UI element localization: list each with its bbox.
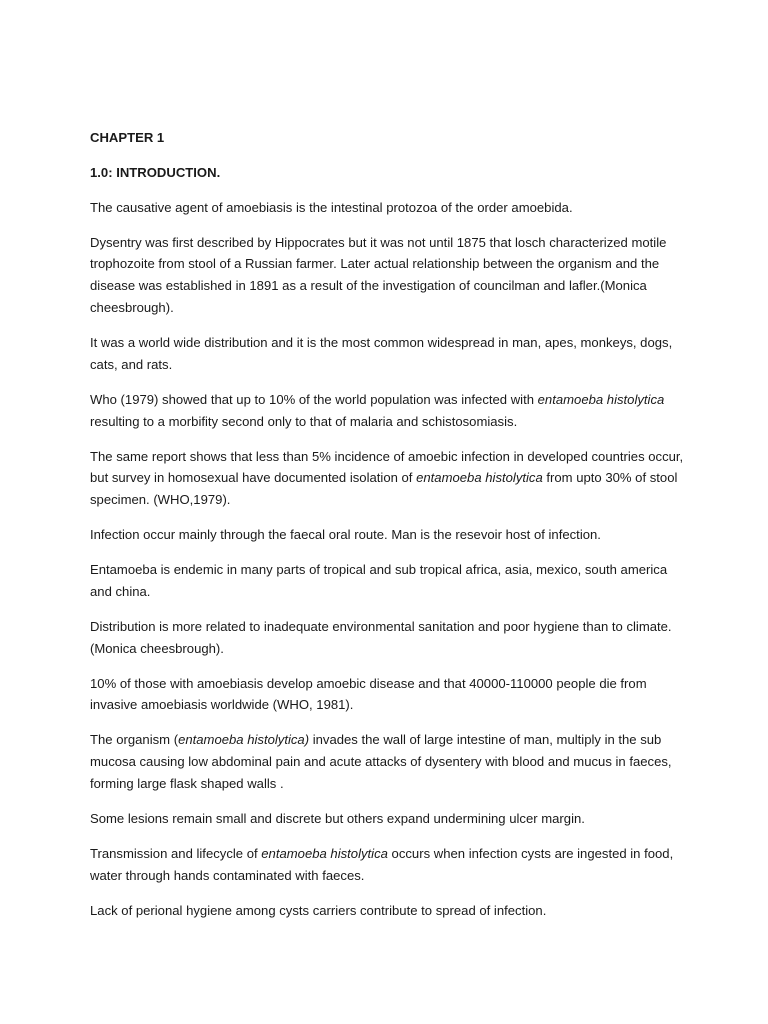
text-run: occurs when infection cysts are ingested in food, water through hands contaminated with faeces.: [90, 845, 674, 883]
paragraph-list: [90, 197, 690, 922]
text-run: The same report shows that less than 5% incidence of amoebic infection in developed countries occur, but survey in homosexual have documented isolation of: [90, 448, 684, 486]
chapter-heading: CHAPTER 1: [90, 130, 165, 145]
text-run: Some lesions remain small and discrete but others expand undermining ulcer margin.: [90, 811, 585, 826]
paragraph: [90, 616, 690, 660]
text-run: Distribution is more related to inadequate environmental sanitation and poor hygiene than to climate. (Monica cheesbrough).: [90, 618, 672, 656]
paragraph: [90, 900, 690, 922]
section-heading: 1.0: INTRODUCTION.: [90, 164, 221, 180]
text-run: Lack of perional hygiene among cysts carriers contribute to spread of infection.: [90, 902, 547, 918]
paragraph: [90, 729, 690, 794]
text-run: Transmission and lifecycle of: [90, 845, 262, 861]
paragraph: [90, 232, 690, 319]
paragraph: [90, 389, 690, 433]
paragraph: [90, 843, 690, 887]
document-body: [90, 127, 690, 935]
text-run: 10% of those with amoebiasis develop amoebic disease and that 40000-110000 people die from invasive amoebiasis worldwide (WHO, 1981).: [90, 675, 647, 713]
text-run: It was a world wide distribution and it is the most common widespread in man, apes, monkeys, dogs, cats, and rats.: [90, 334, 673, 372]
paragraph: [90, 808, 690, 830]
text-run: from upto 30% of stool specimen. (WHO,1979).: [90, 470, 678, 508]
text-run: resulting to a morbifity second only to that of malaria and schistosomiasis.: [90, 413, 518, 429]
paragraph: [90, 559, 690, 603]
text-run: Infection occur mainly through the faecal oral route. Man is the resevoir host of infection.: [90, 527, 601, 543]
italic-text-run: entamoeba histolytica: [261, 845, 388, 861]
italic-text-run: entamoeba histolytica: [537, 391, 665, 407]
text-run: The causative agent of amoebiasis is the intestinal protozoa of the order amoebida.: [90, 199, 573, 215]
text-run: Entamoeba is endemic in many parts of tropical and sub tropical africa, asia, mexico, south america and china.: [90, 562, 668, 599]
paragraph: [90, 446, 690, 511]
italic-text-run: entamoeba histolytica: [416, 470, 543, 486]
paragraph: [90, 197, 690, 219]
paragraph: [90, 332, 690, 376]
text-run: Who (1979) showed that up to 10% of the world population was infected with: [90, 391, 538, 407]
italic-text-run: entamoeba histolytica): [178, 732, 310, 748]
paragraph: [90, 524, 690, 546]
text-run: invades the wall of large intestine of man, multiply in the sub mucosa causing low abdominal pain and acute attacks of dysentery with blood and mucus in faeces, forming large flask shaped walls .: [90, 732, 672, 792]
text-run: The organism (: [90, 732, 179, 748]
paragraph: [90, 673, 690, 717]
text-run: Dysentry was first described by Hippocrates but it was not until 1875 that losch characterized motile trophozoite from stool of a Russian farmer. Later actual relationship between the organism and the disease was established in 1891 as a result of the investigation of councilman and lafler.(Monica cheesbrough).: [90, 234, 667, 315]
